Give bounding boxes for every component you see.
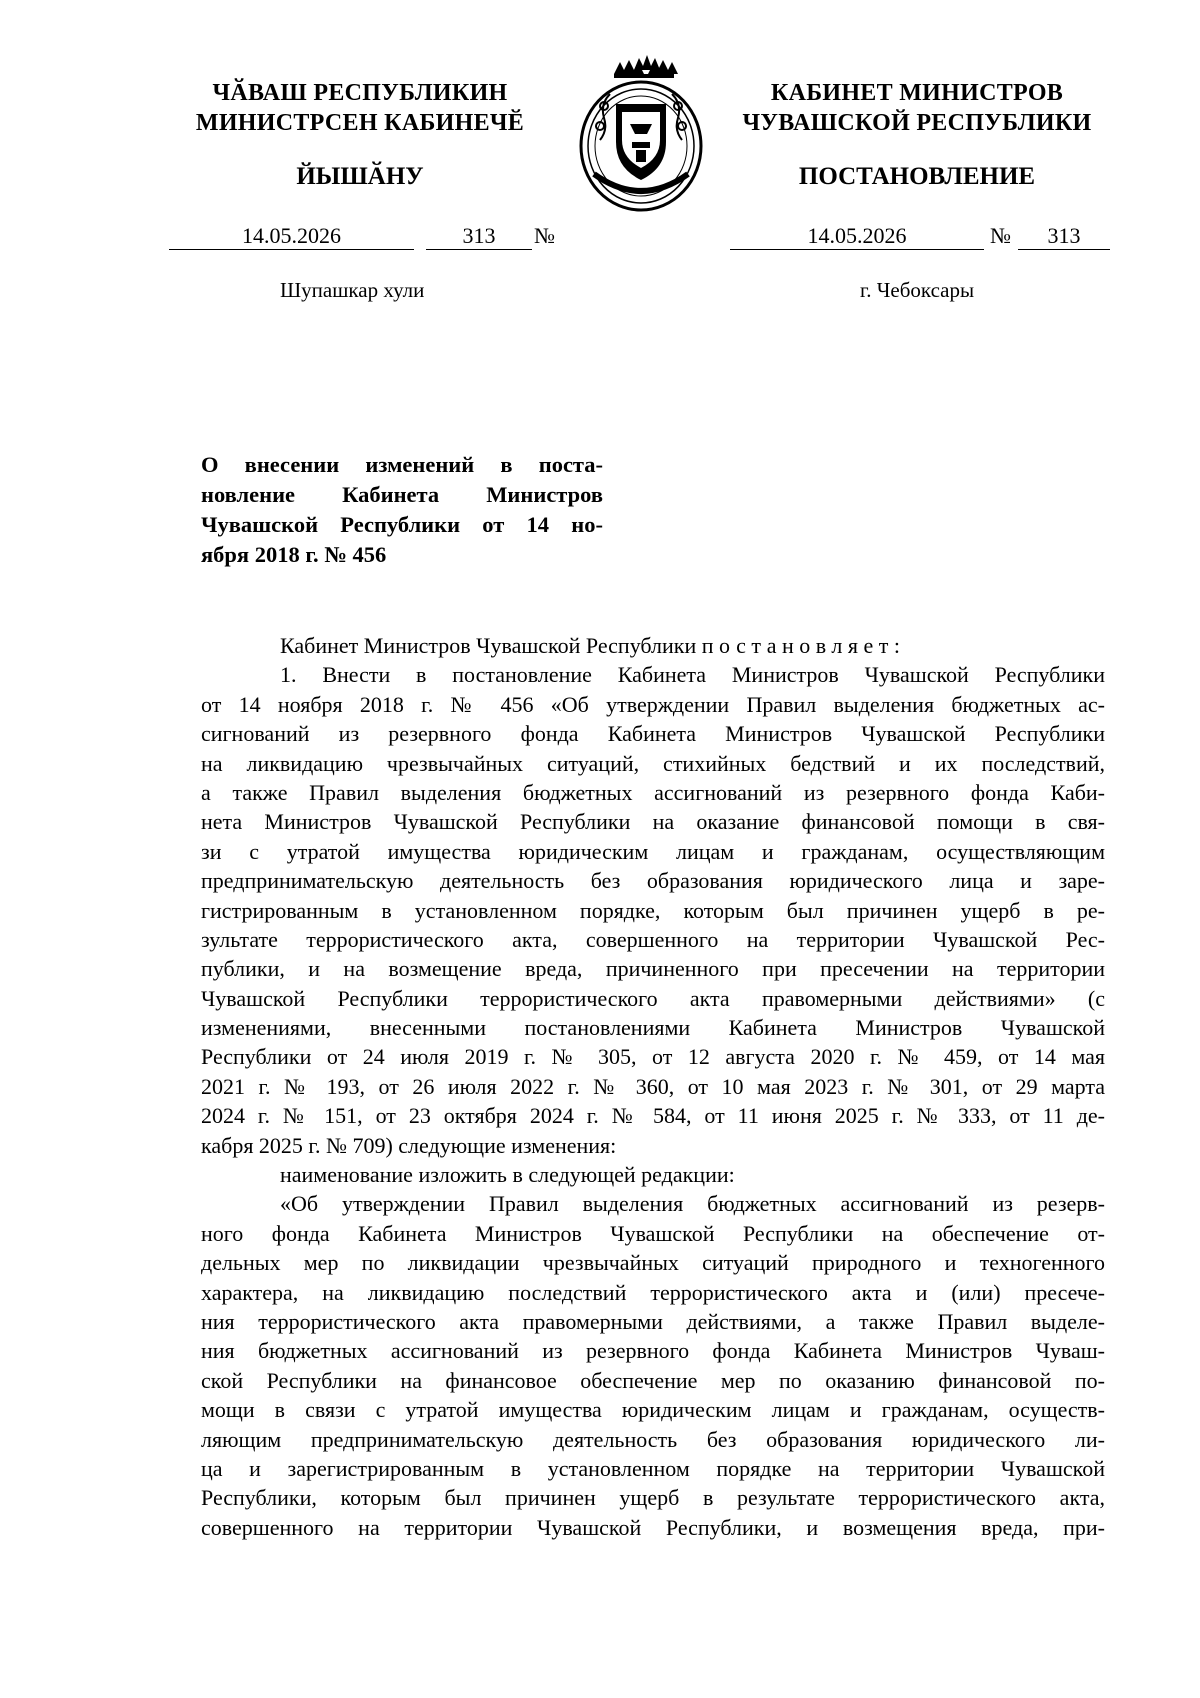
left-number-sign: № (534, 223, 555, 248)
subject-line: ября 2018 г. № 456 (201, 542, 387, 567)
intro-text: Кабинет Министров Чувашской Республики (280, 633, 702, 658)
body-line: гистрированным в установленном порядке, которым был причинен ущерб в ре- (201, 897, 1105, 923)
header-left-line-1: ЧӐВАШ РЕСПУБЛИКИН (212, 80, 508, 106)
left-date: 14.05.2026 (169, 222, 414, 250)
body-line: сигнований из резервного фонда Кабинета Министров Чувашской Республики (201, 721, 1105, 747)
subject-line: Чувашской Республики от 14 но- (201, 512, 603, 537)
subject-line: новление Кабинета Министров (201, 482, 603, 507)
intro-line (201, 631, 1105, 660)
body-line: а также Правил выделения бюджетных ассигнований из резервного фонда Каби- (201, 779, 1105, 805)
body-line: дельных мер по ликвидации чрезвычайных ситуаций природного и техногенного (201, 1250, 1105, 1276)
header-right-authority (728, 78, 1106, 138)
body-line: публики, и на возмещение вреда, причиненного при пресечении на территории (201, 956, 1105, 982)
body-line: 2024 г. № 151, от 23 октября 2024 г. № 584, от 11 июня 2025 г. № 333, от 11 де- (201, 1103, 1105, 1129)
right-date-number-row (0, 222, 1200, 252)
left-city: Шупашкар хули (280, 278, 425, 302)
subject-line: О внесении изменений в поста- (201, 452, 603, 477)
body-line: ца и зарегистрированным в установленном порядке на территории Чувашской (201, 1455, 1105, 1481)
body-line: от 14 ноября 2018 г. № 456 «Об утверждении Правил выделения бюджетных ас- (201, 691, 1105, 717)
body-line: ской Республики на финансовое обеспечение мер по оказанию финансовой по- (201, 1367, 1105, 1393)
body-line: на ликвидацию чрезвычайных ситуаций, стихийных бедствий и их последствий, (201, 750, 1105, 776)
body-line: предпринимательскую деятельность без образования юридического лица и заре- (201, 868, 1105, 894)
body-line: «Об утверждении Правил выделения бюджетных ассигнований из резерв- (280, 1191, 1105, 1217)
coat-of-arms-icon (570, 54, 712, 216)
header-left-doctype: ЙЫШӐНУ (296, 163, 424, 190)
body-line: Чувашской Республики террористического акта правомерными действиями» (с (201, 985, 1105, 1011)
body-line: нета Министров Чувашской Республики на оказание финансовой помощи в свя- (201, 809, 1105, 835)
right-date: 14.05.2026 (730, 222, 984, 250)
body-line: изменениями, внесенными постановлениями Кабинета Министров Чувашской (201, 1015, 1105, 1041)
body-line: наименование изложить в следующей редакции: (280, 1162, 735, 1188)
document-body (201, 631, 1105, 1542)
document-subject (201, 450, 603, 570)
left-number: 313 (426, 222, 532, 250)
body-line: Республики от 24 июля 2019 г. № 305, от 12 августа 2020 г. № 459, от 14 мая (201, 1044, 1105, 1070)
body-line: ния бюджетных ассигнований из резервного фонда Кабинета Министров Чуваш- (201, 1338, 1105, 1364)
body-line: мощи в связи с утратой имущества юридическим лицам и гражданам, осуществ- (201, 1397, 1105, 1423)
body-line: 1. Внести в постановление Кабинета Министров Чувашской Республики (280, 662, 1105, 688)
body-line: зультате террористического акта, совершенного на территории Чувашской Рес- (201, 926, 1105, 952)
intro-resolves: постановляет: (701, 633, 906, 658)
body-line: 2021 г. № 193, от 26 июля 2022 г. № 360, от 10 мая 2023 г. № 301, от 29 марта (201, 1073, 1105, 1099)
header-right-doctype: ПОСТАНОВЛЕНИЕ (798, 163, 1036, 190)
right-number: 313 (1018, 222, 1110, 250)
body-line: Республики, которым был причинен ущерб в результате террористического акта, (201, 1485, 1105, 1511)
right-city: г. Чебоксары (860, 278, 975, 302)
right-number-sign: № (990, 223, 1011, 248)
body-line: зи с утратой имущества юридическим лицам и гражданам, осуществляющим (201, 838, 1105, 864)
body-line: характера, на ликвидацию последствий террористического акта и (или) пресече- (201, 1279, 1105, 1305)
body-line: ния террористического акта правомерными действиями, а также Правил выделе- (201, 1308, 1105, 1334)
body-line: ляющим предпринимательскую деятельность без образования юридического ли- (201, 1426, 1105, 1452)
body-line: ного фонда Кабинета Министров Чувашской Республики на обеспечение от- (201, 1220, 1105, 1246)
header-right-line-1: КАБИНЕТ МИНИСТРОВ (770, 80, 1064, 106)
header-right-line-2: ЧУВАШСКОЙ РЕСПУБЛИКИ (742, 110, 1092, 136)
header-left-line-2: МИНИСТРСЕН КАБИНЕЧӖ (195, 110, 525, 136)
body-line: совершенного на территории Чувашской Республики, и возмещения вреда, при- (201, 1514, 1105, 1540)
header-left-authority (175, 78, 545, 138)
body-line: кабря 2025 г. № 709) следующие изменения: (201, 1132, 617, 1158)
